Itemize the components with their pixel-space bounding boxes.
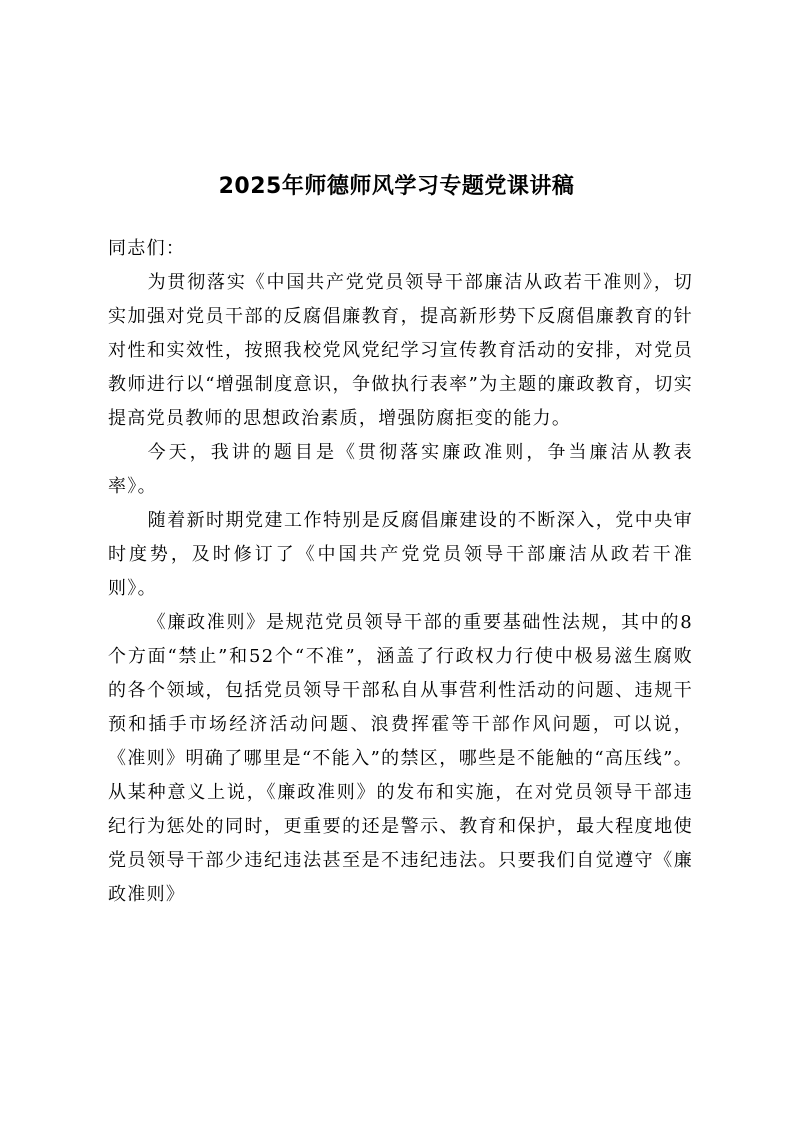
- paragraph: 《廉政准则》是规范党员领导干部的重要基础性法规，其中的8个方面“禁止”和52个“不准”，涵盖了行政权力行使中极易滋生腐败的各个领域，包括党员领导干部私自从事营利性活动的问题、违规干预和插手市场经济活动问题、浪费挥霍等干部作风问题，可以说，《准则》明确了哪里是“不能入”的禁区，哪些是不能触的“高压线”。从某种意义上说，《廉政准则》的发布和实施，在对党员领导干部违纪行为惩处的同时，更重要的还是警示、教育和保护，最大程度地使党员领导干部少违纪违法甚至是不违纪违法。只要我们自觉遵守《廉政准则》: [108, 612, 693, 905]
- paragraph: 为贯彻落实《中国共产党党员领导干部廉洁从政若干准则》，切实加强对党员干部的反腐倡廉教育，提高新形势下反腐倡廉教育的针对性和实效性，按照我校党风党纪学习宣传教育活动的安排，对党员教师进行以“增强制度意识，争做执行表率”为主题的廉政教育，切实提高党员教师的思想政治素质，增强防腐拒变的能力。: [108, 272, 693, 429]
- document-body: [108, 232, 693, 912]
- paragraph: 今天，我讲的题目是《贯彻落实廉政准则，争当廉洁从教表率》。: [108, 442, 693, 497]
- paragraph: 随着新时期党建工作特别是反腐倡廉建设的不断深入，党中央审时度势，及时修订了《中国共产党党员领导干部廉洁从政若干准则》。: [108, 510, 693, 599]
- salutation: 同志们：: [108, 238, 186, 259]
- document-title: 2025年师德师风学习专题党课讲稿: [218, 173, 575, 199]
